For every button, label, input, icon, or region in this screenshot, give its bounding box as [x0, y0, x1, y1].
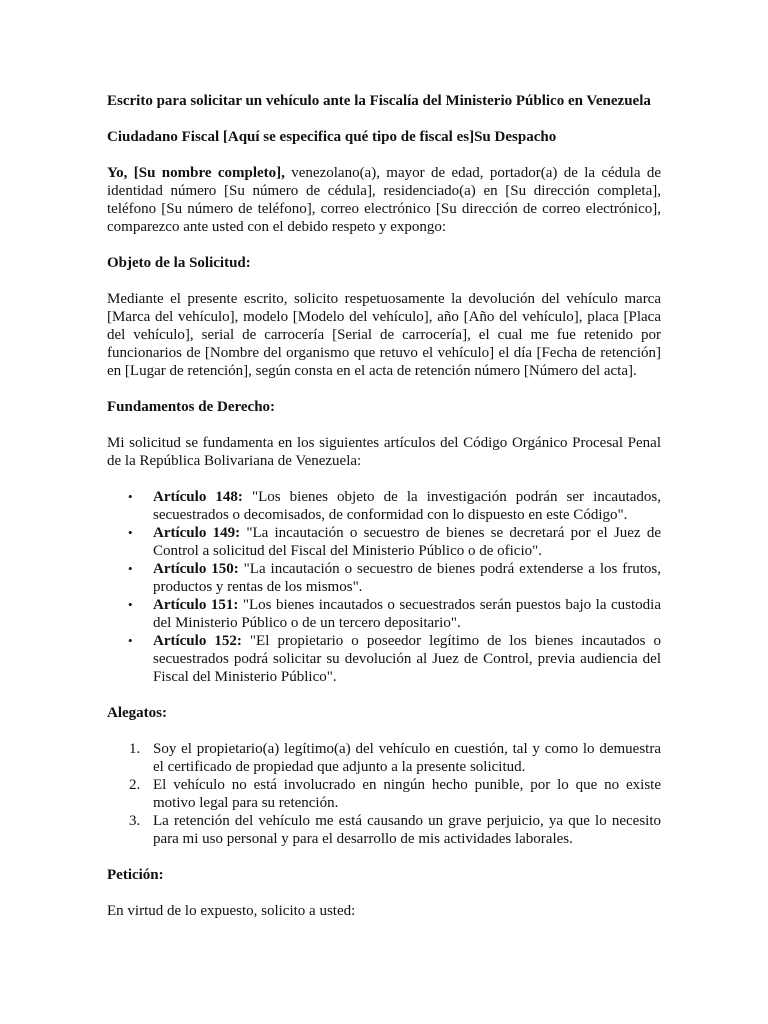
article-text: "La incautación o secuestro de bienes podrá extenderse a los frutos, productos y rentas de los mismos".	[153, 561, 661, 595]
list-item	[129, 740, 661, 776]
list-item	[128, 488, 661, 524]
intro-name-bold: Yo, [Su nombre completo],	[107, 165, 285, 181]
fundamentos-heading: Fundamentos de Derecho:	[107, 399, 276, 415]
addressee-line: Ciudadano Fiscal [Aquí se especifica qué tipo de fiscal es]Su Despacho	[107, 129, 557, 145]
article-text: "El propietario o poseedor legítimo de los bienes incautados o secuestrados podrá solicitar su devolución al Juez de Control, previa audiencia del Fiscal del Ministerio Público".	[153, 633, 661, 685]
bullet-icon: •	[128, 561, 133, 576]
bullet-icon: •	[128, 525, 133, 540]
article-label: Artículo 149:	[153, 525, 241, 541]
articles-list	[107, 488, 661, 686]
alegato-text: Soy el propietario(a) legítimo(a) del vehículo en cuestión, tal y como lo demuestra el certificado de propiedad que adjunto a la presente solicitud.	[153, 741, 661, 775]
list-item	[129, 812, 661, 848]
objeto-paragraph: Mediante el presente escrito, solicito respetuosamente la devolución del vehículo marca [Marca del vehículo], modelo [Modelo del vehículo], año [Año del vehículo], placa [Placa del vehículo], serial de carrocería [Serial de carrocería], el cual me fue retenido por funcionarios de [Nombre del organismo que retuvo el vehículo] el día [Fecha de retención] en [Lugar de retención], según consta en el acta de retención número [Número del acta].	[107, 291, 661, 379]
peticion-heading: Petición:	[107, 867, 164, 883]
objeto-heading: Objeto de la Solicitud:	[107, 255, 251, 271]
intro-text: venezolano(a), mayor de edad, portador(a) de la cédula de identidad número [Su número de cédula], residenciado(a) en [Su dirección completa], teléfono [Su número de teléfono], correo electrónico [Su dirección de correo electrónico], comparezco ante usted con el debido respeto y expongo:	[107, 165, 661, 235]
list-item	[128, 560, 661, 596]
alegatos-heading: Alegatos:	[107, 705, 167, 721]
article-text: "Los bienes incautados o secuestrados serán puestos bajo la custodia del Ministerio Público o de un tercero depositario".	[153, 597, 661, 631]
alegato-text: El vehículo no está involucrado en ningún hecho punible, por lo que no existe motivo legal para su retención.	[153, 777, 661, 811]
article-label: Artículo 152:	[153, 633, 242, 649]
document-title: Escrito para solicitar un vehículo ante la Fiscalía del Ministerio Público en Venezuela	[107, 93, 651, 109]
list-number: 1.	[129, 741, 141, 757]
list-item	[128, 596, 661, 632]
list-number: 3.	[129, 813, 141, 829]
bullet-icon: •	[128, 633, 133, 648]
list-item	[128, 632, 661, 686]
list-number: 2.	[129, 777, 141, 793]
bullet-icon: •	[128, 597, 133, 612]
article-label: Artículo 150:	[153, 561, 239, 577]
alegatos-list	[107, 740, 661, 848]
document-body	[107, 92, 661, 920]
article-label: Artículo 148:	[153, 489, 243, 505]
list-item	[129, 776, 661, 812]
article-text: "Los bienes objeto de la investigación podrán ser incautados, secuestrados o decomisados, de conformidad con lo dispuesto en este Código".	[153, 489, 661, 523]
fundamentos-paragraph: Mi solicitud se fundamenta en los siguientes artículos del Código Orgánico Procesal Penal de la República Bolivariana de Venezuela:	[107, 435, 661, 469]
list-item	[128, 524, 662, 560]
intro-paragraph	[107, 164, 661, 236]
peticion-paragraph: En virtud de lo expuesto, solicito a usted:	[107, 903, 356, 919]
article-text: "La incautación o secuestro de bienes se decretará por el Juez de Control a solicitud del Fiscal del Ministerio Público o de oficio".	[153, 525, 662, 559]
article-label: Artículo 151:	[153, 597, 239, 613]
alegato-text: La retención del vehículo me está causando un grave perjuicio, ya que lo necesito para mi uso personal y para el desarrollo de mis actividades laborales.	[153, 813, 661, 847]
bullet-icon: •	[128, 489, 133, 504]
